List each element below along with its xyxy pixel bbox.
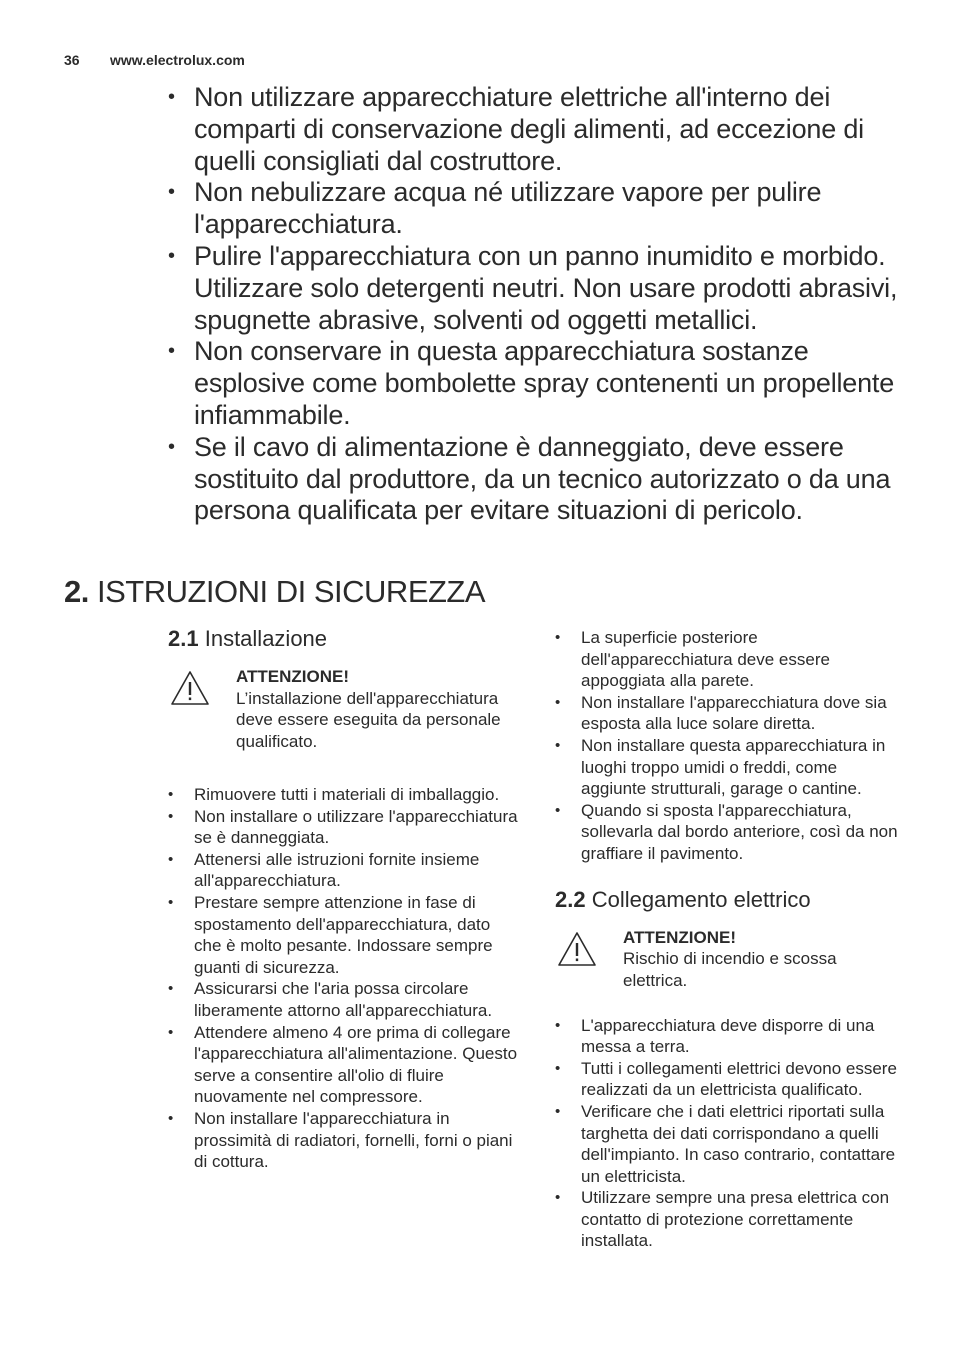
- website-url[interactable]: www.electrolux.com: [110, 52, 245, 68]
- list-item: • Rimuovere tutti i materiali di imballaggio.: [168, 784, 518, 806]
- section-heading: ISTRUZIONI DI SICUREZZA: [96, 574, 486, 609]
- list-item: • Non nebulizzare acqua né utilizzare vapore per pulire l'apparecchiatura.: [168, 177, 918, 241]
- list-item: • Attenersi alle istruzioni fornite insieme all'apparecchiatura.: [168, 849, 518, 892]
- warning-box: [168, 666, 518, 766]
- warning-text: Rischio di incendio e scossa elettrica.: [623, 949, 837, 990]
- warning-box: [555, 927, 905, 997]
- section-title: [64, 574, 485, 610]
- warning-triangle-icon: [557, 931, 597, 967]
- subsection-number: 2.1: [168, 626, 199, 651]
- list-item: • La superficie posteriore dell'apparecchiatura deve essere appoggiata alla parete.: [555, 627, 905, 692]
- warning-triangle-icon: [170, 670, 210, 706]
- list-item: • L'apparecchiatura deve disporre di una messa a terra.: [555, 1015, 905, 1058]
- list-item: • Quando si sposta l'apparecchiatura, sollevarla dal bordo anteriore, così da non graffiare il pavimento.: [555, 800, 905, 865]
- subsection-heading: Installazione: [204, 626, 328, 651]
- list-item: • Verificare che i dati elettrici riportati sulla targhetta dei dati corrispondano a quelli dell'impianto. In caso contrario, contattare un elettricista.: [555, 1101, 905, 1187]
- subsection-title-collegamento: [555, 885, 905, 915]
- list-item: • Attendere almeno 4 ore prima di collegare l'apparecchiatura all'alimentazione. Questo serve a consentire all'olio di fluire nuovamente nel compressore.: [168, 1022, 518, 1108]
- section-number: 2.: [64, 574, 89, 609]
- subsection-heading: Collegamento elettrico: [591, 886, 811, 912]
- list-item: • Utilizzare sempre una presa elettrica con contatto di protezione correttamente installata.: [555, 1187, 905, 1252]
- list-item: • Pulire l'apparecchiatura con un panno inumidito e morbido. Utilizzare solo detergenti neutri. Non usare prodotti abrasivi, spugnette abrasive, solventi od oggetti metallici.: [168, 241, 918, 336]
- list-item: • Non installare l'apparecchiatura in prossimità di radiatori, fornelli, forni o piani di cottura.: [168, 1108, 518, 1173]
- subsection-number: 2.2: [555, 886, 586, 912]
- page-number: 36: [64, 52, 80, 68]
- list-item: • Assicurarsi che l'aria possa circolare liberamente attorno all'apparecchiatura.: [168, 978, 518, 1021]
- list-item: • Tutti i collegamenti elettrici devono essere realizzati da un elettricista qualificato.: [555, 1058, 905, 1101]
- list-item: • Non conservare in questa apparecchiatura sostanze esplosive come bombolette spray contenenti un propellente infiammabile.: [168, 336, 918, 431]
- page-header: [64, 52, 245, 68]
- list-item: • Non installare l'apparecchiatura dove sia esposta alla luce solare diretta.: [555, 692, 905, 735]
- list-item: • Non utilizzare apparecchiature elettriche all'interno dei comparti di conservazione degli alimenti, ad eccezione di quelli consigliati dal costruttore.: [168, 82, 918, 177]
- general-safety-list: [168, 82, 918, 527]
- installazione-list: [168, 784, 518, 1173]
- list-item: • Se il cavo di alimentazione è danneggiato, deve essere sostituito dal produttore, da un tecnico autorizzato o da una persona qualificata per evitare situazioni di pericolo.: [168, 432, 918, 527]
- installazione-list-continued: [555, 627, 905, 865]
- collegamento-list: [555, 1015, 905, 1253]
- warning-label: ATTENZIONE!: [623, 927, 737, 947]
- list-item: • Non installare questa apparecchiatura in luoghi troppo umidi o freddi, come aggiunte strutturali, garage o cantine.: [555, 735, 905, 800]
- list-item: • Prestare sempre attenzione in fase di spostamento dell'apparecchiatura, dato che è molto pesante. Indossare sempre guanti di sicurezza.: [168, 892, 518, 978]
- warning-label: ATTENZIONE!: [236, 667, 350, 686]
- warning-text: L’installazione dell'apparecchiatura deve essere eseguita da personale qualificato.: [236, 688, 501, 751]
- list-item: • Non installare o utilizzare l'apparecchiatura se è danneggiata.: [168, 806, 518, 849]
- subsection-title-installazione: [168, 624, 518, 654]
- right-column: [555, 627, 905, 1252]
- left-column: [168, 624, 518, 1173]
